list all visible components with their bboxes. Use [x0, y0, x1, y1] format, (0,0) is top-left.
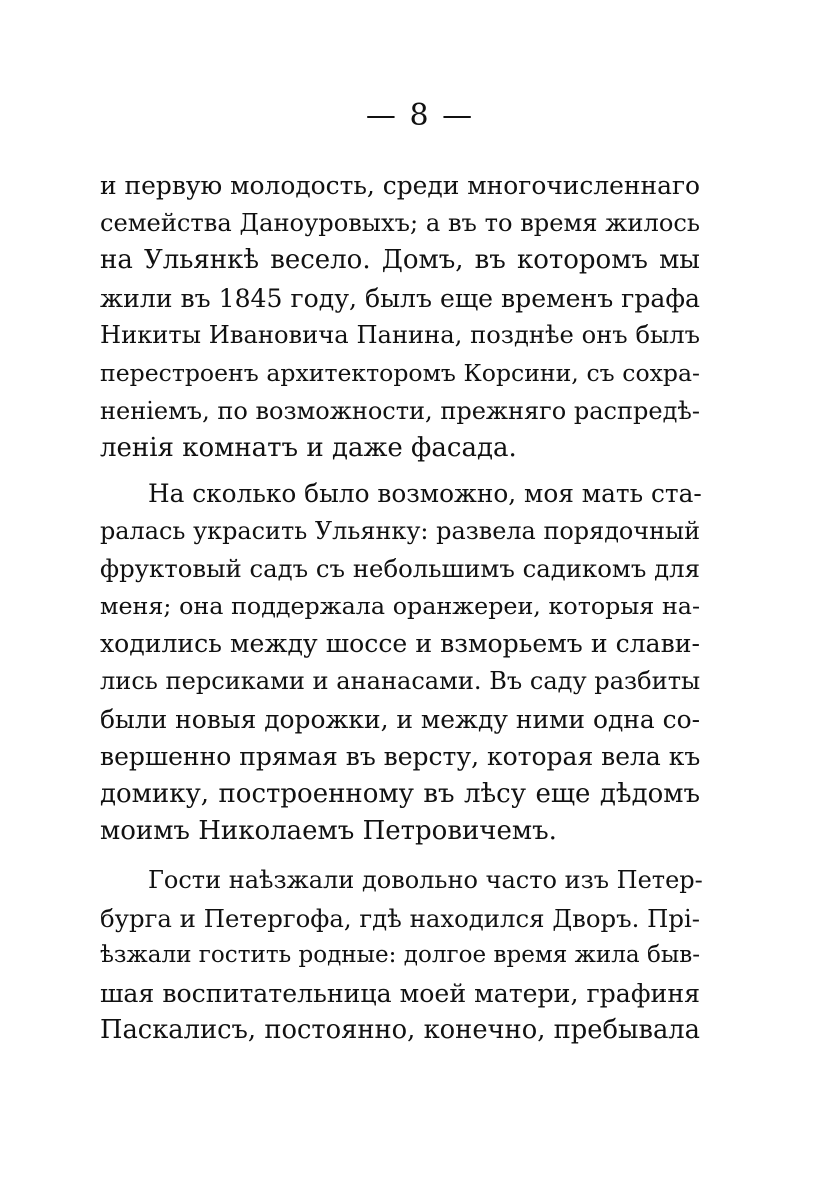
text-line: ѣзжали гостить родные: долгое время жила быв-: [100, 942, 701, 969]
paragraph-2: [100, 475, 700, 851]
text-line: семейства Даноуровыхъ; а въ то время жилось: [100, 208, 700, 237]
text-line: на Ульянкѣ весело. Домъ, въ которомъ мы: [100, 245, 700, 276]
text-line: Паскалисъ, постоянно, конечно, пребывала: [100, 1015, 700, 1046]
paragraph-3: [100, 862, 703, 1050]
text-line: Гости наѣзжали довольно часто изъ Петер-: [148, 866, 703, 894]
text-line: были новыя дорожки, и между ними одна со-: [100, 704, 700, 734]
text-line: меня; она поддержала оранжереи, которыя на-: [100, 591, 700, 620]
text-line: вершенно прямая въ версту, которая вела къ: [100, 742, 701, 772]
text-line: и первую молодость, среди многочисленнаго: [100, 171, 700, 200]
text-line: ходились между шоссе и взморьемъ и слави-: [100, 629, 700, 659]
text-line: лись персиками и ананасами. Въ саду разбиты: [100, 666, 701, 695]
text-line: домику, построенному въ лѣсу еще дѣдомъ: [100, 778, 700, 809]
text-line: моимъ Николаемъ Петровичемъ.: [100, 816, 557, 847]
paragraph-1: [100, 167, 700, 468]
text-line: жили въ 1845 году, былъ еще временъ графа: [100, 283, 700, 313]
text-line: бурга и Петергофа, гдѣ находился Дворъ. Прі-: [100, 903, 700, 933]
text-line: фруктовый садъ съ небольшимъ садикомъ для: [100, 554, 700, 584]
text-line: ленія комнатъ и даже фасада.: [100, 433, 517, 464]
text-line: На сколько было возможно, моя мать ста-: [148, 479, 702, 508]
text-line: шая воспитательница моей матери, графиня: [100, 978, 700, 1008]
page-number: — 8 —: [365, 98, 475, 133]
text-line: ралась украсить Ульянку: развела порядочный: [100, 516, 700, 545]
text-line: неніемъ, по возможности, прежняго распредѣ-: [100, 396, 700, 425]
text-line: перестроенъ архитекторомъ Корсини, съ сохра-: [100, 358, 700, 387]
text-line: Никиты Ивановича Панина, позднѣе онъ былъ: [100, 321, 700, 350]
